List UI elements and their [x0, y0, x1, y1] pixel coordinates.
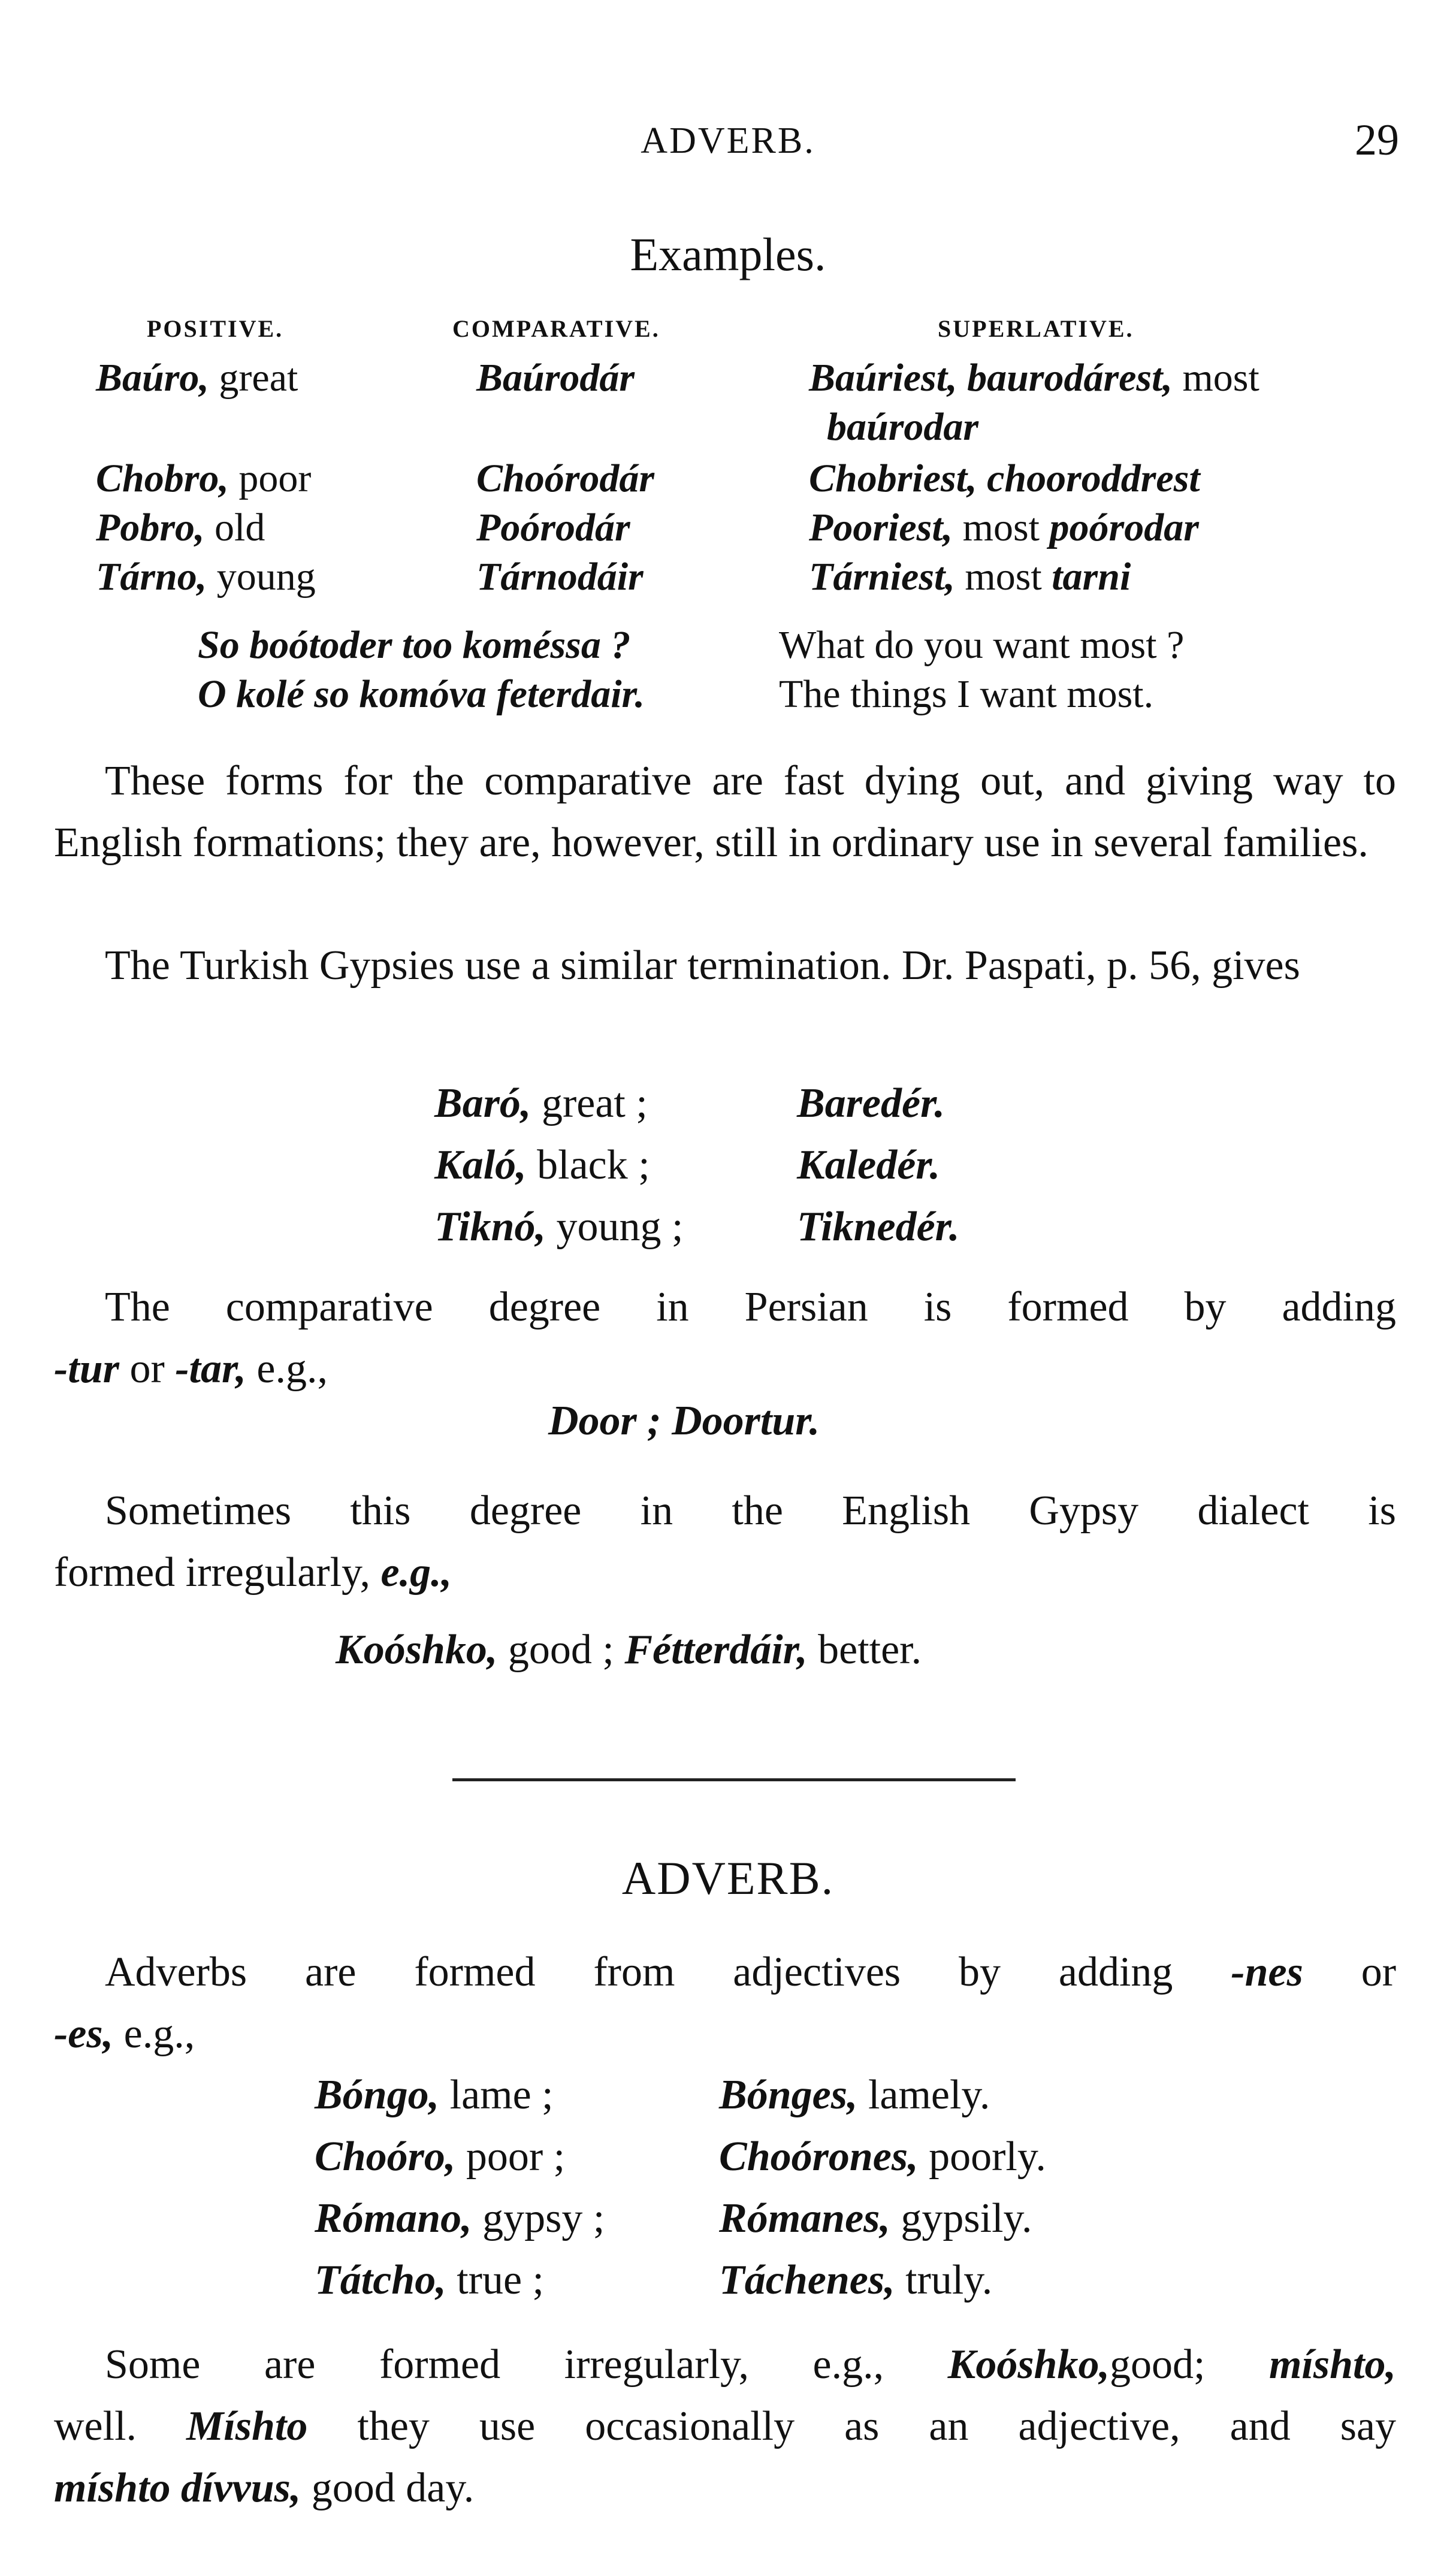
superlative-word: Baúriest, baurodárest, [809, 356, 1173, 400]
example-row-comparative: Poórodár [476, 506, 630, 549]
paspati-word: Baró, [434, 1080, 531, 1126]
positive-word: Tárno, [96, 555, 207, 599]
text-run: Míshto [186, 2403, 308, 2449]
text-run: e.g., [123, 2011, 195, 2057]
suffix: -tar, [175, 1346, 246, 1392]
paspati-gloss: black ; [537, 1142, 650, 1188]
superlative-word: Pooriest, [809, 506, 953, 549]
example-row-comparative: Choórodár [476, 457, 655, 500]
running-head: ADVERB. [641, 120, 815, 161]
page-number: 29 [1355, 116, 1399, 165]
paragraph-line [54, 1542, 1396, 1603]
text-run: e.g., [380, 1549, 452, 1596]
column-header-comparative: COMPARATIVE. [452, 315, 660, 342]
text-run: Adverbs are formed from adjectives by adding [105, 1949, 1173, 1995]
column-header-superlative: SUPERLATIVE. [938, 315, 1134, 342]
text-run: formed irregularly, [54, 1549, 371, 1596]
text-run: or [129, 1346, 165, 1392]
paspati-comparative: Tiknedér. [797, 1204, 960, 1250]
persian-example: Door ; Doortur. [548, 1398, 820, 1444]
irregular-gloss: good ; [508, 1627, 614, 1673]
paspati-word: Tiknó, [434, 1204, 546, 1250]
irregular-comparative-gloss: better. [818, 1627, 922, 1673]
positive-word: Chobro, [96, 457, 229, 500]
paspati-word: Kaló, [434, 1142, 527, 1188]
paspati-gloss: young ; [556, 1204, 684, 1250]
adverb-gloss: truly. [905, 2257, 993, 2303]
example-row-superlative-cont: baúrodar [827, 405, 979, 449]
adjective-gloss: true ; [457, 2257, 544, 2303]
adjective-word: Tátcho, [315, 2257, 446, 2303]
adverb-adjective [315, 2249, 544, 2311]
paspati-comparative: Kaledér. [797, 1142, 941, 1188]
paragraph-line [54, 1941, 1396, 2003]
text-run: good; [1110, 2342, 1206, 2388]
adjective-word: Bóngo, [315, 2072, 440, 2118]
suffix: -nes [1231, 1949, 1303, 1995]
text-run: they use occasionally as an adjective, and say [357, 2403, 1397, 2449]
adverb-gloss: gypsily. [901, 2195, 1032, 2241]
paspati-comparative: Baredér. [797, 1080, 945, 1126]
paragraph [54, 2334, 1396, 2519]
positive-gloss: old [215, 506, 265, 549]
adverb-adjective [315, 2126, 565, 2188]
examples-title: Examples. [630, 228, 826, 280]
suffix: -tur [54, 1346, 119, 1392]
positive-gloss: poor [238, 457, 312, 500]
paragraph [54, 1480, 1396, 1603]
paragraph-line [54, 2457, 1396, 2519]
adjective-gloss: gypsy ; [482, 2195, 605, 2241]
column-header-positive: POSITIVE. [147, 315, 284, 342]
adjective-word: Rómano, [315, 2195, 472, 2241]
paspati-example [434, 1134, 650, 1196]
adverb-word: Táchenes, [719, 2257, 895, 2303]
section-divider [452, 1778, 1016, 1781]
paragraph [54, 1276, 1396, 1400]
text-run: well. [54, 2403, 137, 2449]
adjective-gloss: poor ; [466, 2134, 566, 2180]
adverb-form [719, 2188, 1032, 2249]
adverb-form [719, 2126, 1046, 2188]
adverb-word: Bónges, [719, 2072, 858, 2118]
text-run: or [1361, 1949, 1397, 1995]
phrase-romani: So boótoder too koméssa ? [198, 623, 631, 667]
positive-word: Pobro, [96, 506, 205, 549]
example-row-superlative: Chobriest, chooroddrest [809, 457, 1200, 500]
paragraph [54, 1941, 1396, 2065]
superlative-mid: most [962, 506, 1040, 549]
phrase-romani: O kolé so komóva feterdair. [198, 672, 645, 716]
irregular-example [336, 1619, 922, 1681]
adverb-gloss: lamely. [868, 2072, 990, 2118]
paspati-gloss: great ; [541, 1080, 648, 1126]
positive-gloss: great [219, 356, 298, 400]
superlative-word: Tárniest, [809, 555, 955, 599]
section-title: ADVERB. [621, 1852, 835, 1904]
text-run: good day. [311, 2465, 475, 2511]
paragraph-line [54, 2395, 1396, 2457]
text-run: e.g., [256, 1346, 328, 1392]
phrase-english: What do you want most ? [779, 623, 1185, 667]
example-row-superlative [809, 552, 1131, 602]
example-row-comparative: Tárnodáir [476, 555, 644, 599]
adverb-form [719, 2249, 992, 2311]
adjective-word: Choóro, [315, 2134, 456, 2180]
paragraph-line: The comparative degree in Persian is formed by adding [105, 1284, 1396, 1330]
example-row-superlative [809, 354, 1259, 403]
paspati-example [434, 1196, 684, 1258]
adverb-adjective [315, 2188, 605, 2249]
paragraph: The Turkish Gypsies use a similar termination. Dr. Paspati, p. 56, gives [105, 942, 1300, 989]
paragraph-line [54, 2334, 1396, 2395]
adverb-adjective [315, 2064, 554, 2126]
adverb-word: Rómanes, [719, 2195, 890, 2241]
adverb-gloss: poorly. [929, 2134, 1046, 2180]
irregular-comparative: Fétterdáir, [624, 1627, 808, 1673]
adverb-form [719, 2064, 990, 2126]
superlative-tail: poórodar [1049, 506, 1199, 549]
positive-word: Baúro, [96, 356, 209, 400]
paspati-example [434, 1072, 648, 1134]
adverb-word: Choórones, [719, 2134, 919, 2180]
text-run: Some are formed irregularly, e.g., [105, 2342, 884, 2388]
text-run: Koóshko, [947, 2342, 1110, 2388]
positive-gloss: young [216, 555, 316, 599]
example-row-positive [96, 552, 316, 602]
paragraph-line: Sometimes this degree in the English Gypsy dialect is [105, 1488, 1396, 1534]
example-row-superlative [809, 503, 1199, 552]
superlative-mid: most [965, 555, 1042, 599]
example-row-positive [96, 503, 265, 552]
superlative-tail: tarni [1052, 555, 1131, 599]
suffix: -es, [54, 2011, 114, 2057]
superlative-tail: most [1182, 356, 1259, 400]
paragraph-line [54, 2003, 1396, 2065]
phrase-english: The things I want most. [779, 672, 1154, 716]
irregular-word: Koóshko, [336, 1627, 498, 1673]
paragraph: These forms for the comparative are fast dying out, and giving way to English formations; they are, however, still in ordinary use in several families. [54, 758, 1396, 866]
example-row-comparative: Baúrodár [476, 356, 635, 400]
example-row-positive [96, 354, 298, 403]
example-row-positive [96, 454, 311, 503]
text-run: míshto dívvus, [54, 2465, 301, 2511]
text-run: míshto, [1268, 2342, 1397, 2388]
adjective-gloss: lame ; [449, 2072, 554, 2118]
